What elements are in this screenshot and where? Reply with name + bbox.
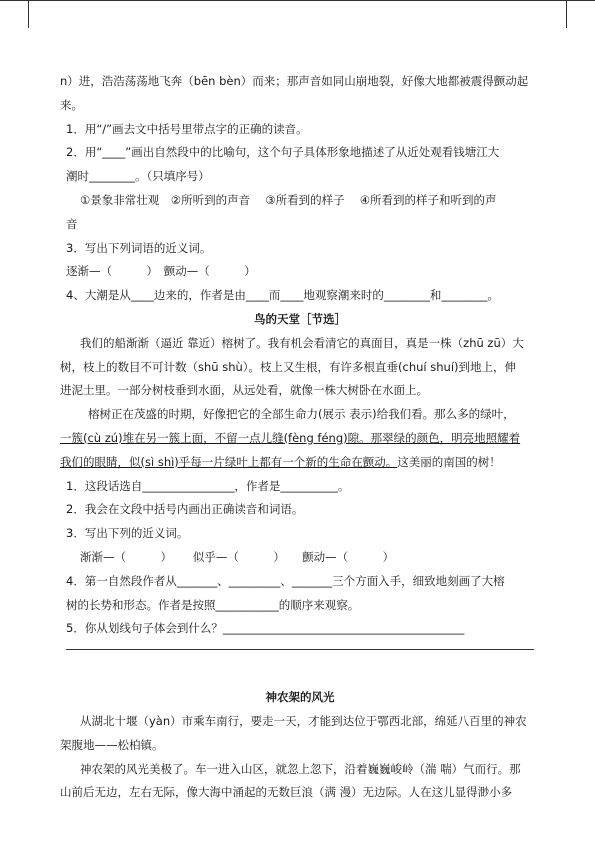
question-2-options-cont: 音 bbox=[66, 216, 78, 231]
passage-line: 从湖北十堰（yàn）市乘车南行，要走一天，才能到达位于鄂西北部，绵延八百里的神农 bbox=[80, 713, 527, 728]
passage-line: 进泥土里。一部分树枝垂到水面，从远处看，就像一株大树卧在水面上。 bbox=[60, 383, 428, 398]
question-2-options: ①景象非常壮观 ②所听到的声音 ③所看到的样子 ④所看到的样子和听到的声 bbox=[80, 192, 497, 207]
question-3-blanks: 逐渐—（ ） 颤动—（ ） bbox=[66, 264, 256, 279]
top-border bbox=[0, 0, 595, 1]
question-2: 2．我会在文段中括号内画出正确读音和词语。 bbox=[66, 502, 304, 517]
passage-line: 山前后无边，左右无际，像大海中涌起的无数巨浪（满 漫）无边际。人在这儿显得渺小多 bbox=[60, 785, 513, 800]
question-1: 1．用“/”画去文中括号里带点字的正确的读音。 bbox=[66, 121, 308, 136]
question-4: 4、大潮是从____边来的，作者是由____而____地观察潮来时的________和________。 bbox=[66, 288, 499, 303]
section-title-bird-heaven: 鸟的天堂［节选］ bbox=[254, 311, 346, 326]
question-2: 2．用“____”画出自然段中的比喻句，这个句子具体形象地描述了从近处观看钱塘江大 bbox=[66, 145, 500, 160]
passage-line: 架腹地——松柏镇。 bbox=[60, 737, 164, 752]
passage-line: 神农架的风光美极了。车一进入山区，就忽上忽下，沿着巍巍峻岭（湍 喘）气而行。那 bbox=[80, 761, 521, 776]
question-4: 4．第一自然段作者从_______、_________、_______三个方面入手，细致地刻画了大榕 bbox=[66, 573, 505, 588]
passage-line: n）进，浩浩荡荡地飞奔（bēn bèn）而来；那声音如同山崩地裂，好像大地都被震得颤动起 bbox=[60, 74, 529, 88]
corner-mark-right bbox=[566, 0, 595, 28]
section-title-shennongjia: 神农架的风光 bbox=[265, 690, 335, 705]
question-2-cont: 潮时________。（只填序号） bbox=[66, 169, 210, 184]
underlined-sentence: 一簇(cù zú)堆在另一簇上面，不留一点儿缝(fèng féng)隙。那翠绿的颜色，明亮地照耀着 bbox=[60, 430, 521, 445]
question-3: 3．写出下列词语的近义词。 bbox=[66, 240, 212, 255]
passage-line: 我们的船渐渐（逼近 靠近）榕树了。我有机会看清它的真面目，真是一株（zhū zū）大 bbox=[80, 335, 524, 350]
question-1: 1．这段话选自________________，作者是__________。 bbox=[66, 478, 350, 493]
question-4-cont: 树的长势和形态。作者是按照___________的顺序来观察。 bbox=[66, 597, 360, 612]
document-page bbox=[60, 70, 540, 805]
passage-line: 树，枝上的数目不可计数（shū shù）。枝上又生根，有许多根直垂(chuí shuí)到地上，伸 bbox=[60, 359, 517, 374]
corner-mark-left bbox=[0, 0, 29, 28]
passage-line: 榕树正在茂盛的时期，好像把它的全部生命力(展示 表示)给我们看。那么多的绿叶， bbox=[88, 407, 515, 422]
question-3-blanks: 渐渐—（ ） 似乎—（ ） 颤动—（ ） bbox=[80, 549, 395, 564]
underlined-sentence: 我们的眼睛，似(sì shì)乎每一片绿叶上都有一个新的生命在颤动。 bbox=[60, 454, 398, 469]
passage-line: 来。 bbox=[60, 97, 83, 112]
sentence-tail: 这美丽的南国的树！ bbox=[397, 454, 501, 469]
question-5: 5．你从划线句子体会到什么？__________________________________________ bbox=[66, 621, 465, 636]
question-3: 3．写出下列的近义词。 bbox=[66, 526, 189, 541]
passage-line bbox=[60, 451, 540, 475]
